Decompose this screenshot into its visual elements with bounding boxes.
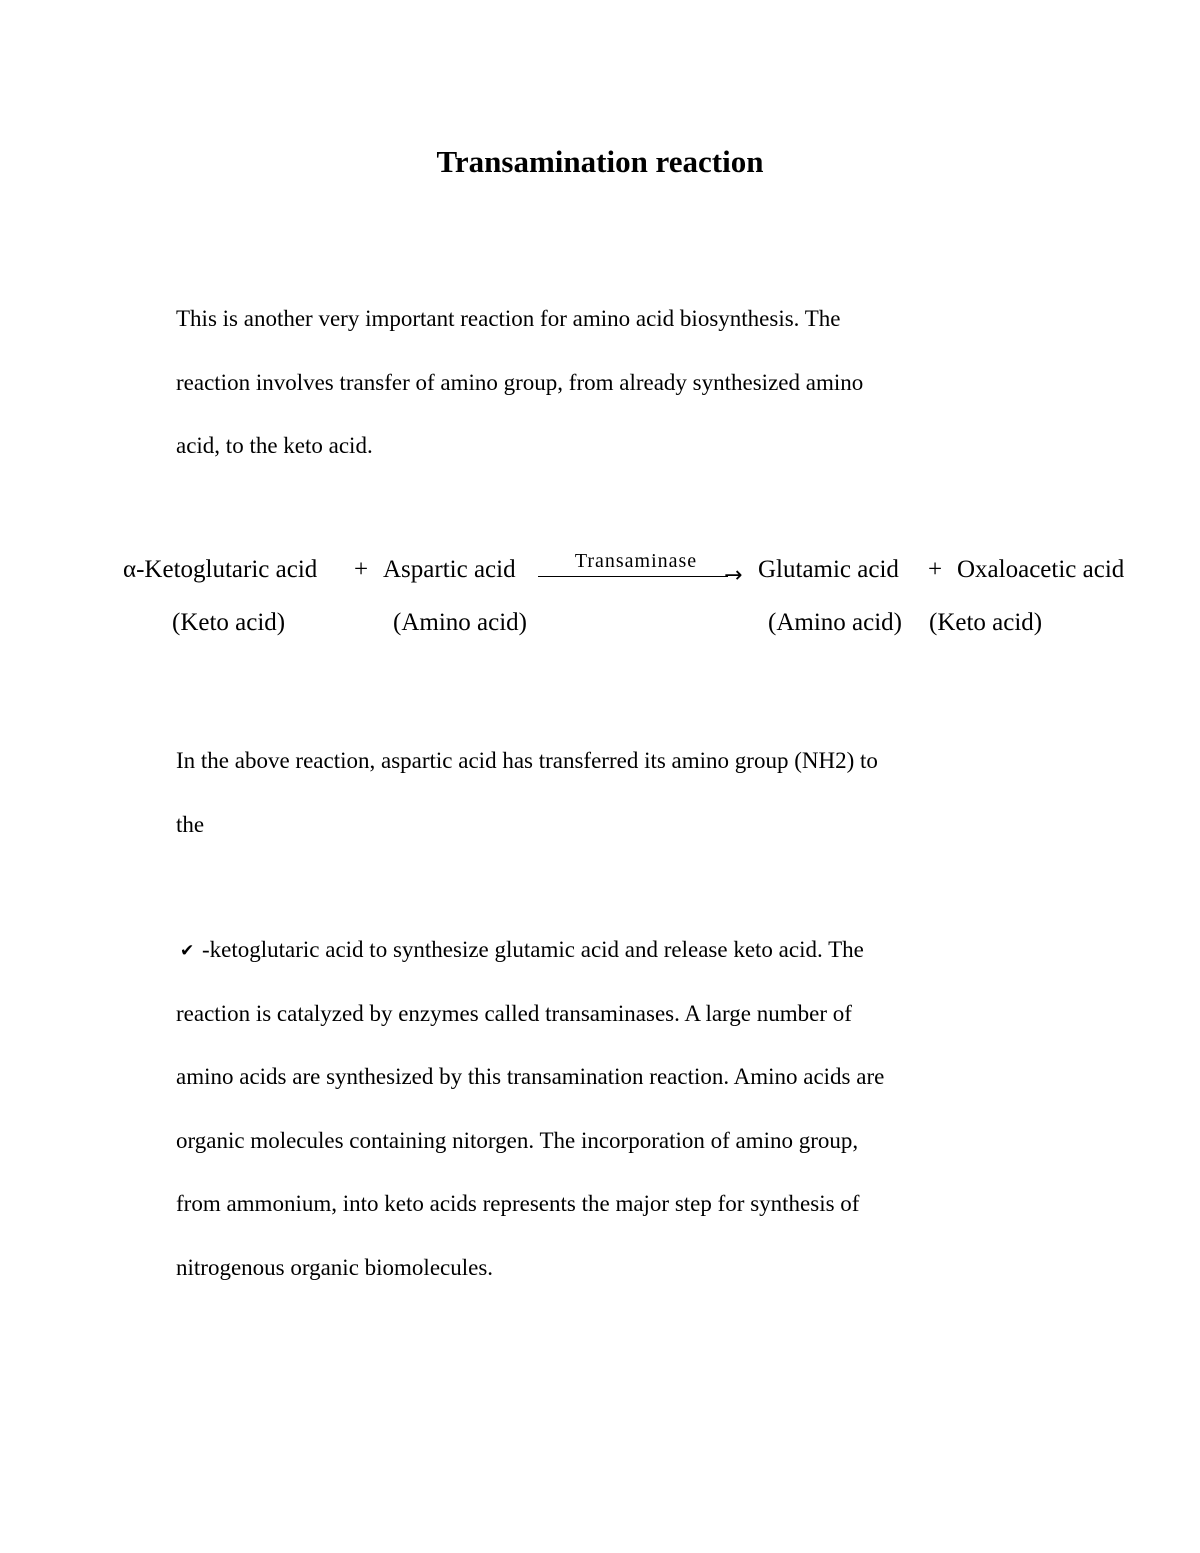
paragraph-line: the <box>176 811 205 837</box>
paragraph-line: reaction is catalyzed by enzymes called transaminases. A large number of <box>176 1000 852 1026</box>
reactant-alpha-ketoglutaric-acid: α-Ketoglutaric acid <box>123 556 318 583</box>
page-title: Transamination reaction <box>436 144 764 179</box>
paragraph-line: In the above reaction, aspartic acid has transferred its amino group (NH2) to <box>176 748 878 773</box>
reactant-aspartic-acid: Aspartic acid <box>383 556 516 583</box>
paragraph-line: from ammonium, into keto acids represents the major step for synthesis of <box>176 1191 860 1216</box>
product1-type-label: (Amino acid) <box>768 609 902 636</box>
enzyme-label: Transaminase <box>574 550 698 572</box>
paragraph-line: reaction involves transfer of amino group, from already synthesized amino <box>176 369 864 395</box>
reactant1-type-label: (Keto acid) <box>172 609 286 636</box>
reactant2-type-label: (Amino acid) <box>393 609 527 636</box>
paragraph-line <box>176 937 1056 1001</box>
explanation-paragraph <box>176 748 1056 875</box>
paragraph-line: amino acids are synthesized by this transamination reaction. Amino acids are <box>176 1064 885 1089</box>
arrow-shaft <box>538 576 728 577</box>
reaction-arrow <box>538 548 744 588</box>
checkmark-icon: ✔ <box>180 941 195 961</box>
plus-sign: + <box>354 556 369 583</box>
intro-paragraph <box>176 306 1056 497</box>
product2-type-label: (Keto acid) <box>929 609 1043 636</box>
paragraph-line: nitrogenous organic biomolecules. <box>176 1254 494 1280</box>
product-glutamic-acid: Glutamic acid <box>758 556 899 583</box>
product-oxaloacetic-acid: Oxaloacetic acid <box>957 556 1125 583</box>
detail-paragraph <box>176 937 1056 1318</box>
paragraph-line: acid, to the keto acid. <box>176 433 373 458</box>
paragraph-line: organic molecules containing nitorgen. The incorporation of amino group, <box>176 1127 859 1153</box>
plus-sign: + <box>928 556 943 583</box>
paragraph-line-text: -ketoglutaric acid to synthesize glutamic acid and release keto acid. The <box>202 937 864 962</box>
arrow-head-icon: → <box>724 563 743 588</box>
paragraph-line: This is another very important reaction for amino acid biosynthesis. The <box>176 306 841 331</box>
